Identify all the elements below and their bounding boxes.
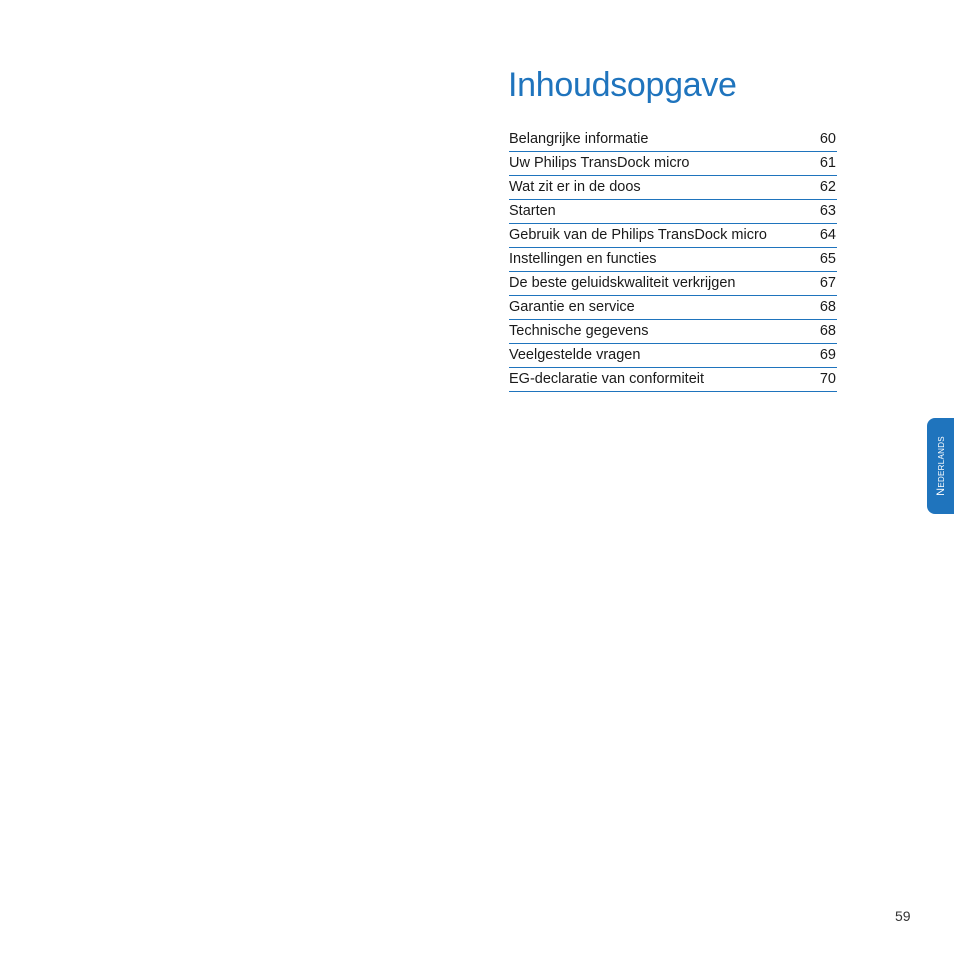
toc-entry-label: Instellingen en functies xyxy=(509,251,657,267)
toc-entry[interactable] xyxy=(509,176,837,200)
toc-entry[interactable] xyxy=(509,368,837,392)
toc-entry-page: 63 xyxy=(819,203,836,219)
toc-entry[interactable] xyxy=(509,296,837,320)
toc-entry-page: 65 xyxy=(819,251,836,267)
toc-entry-page: 62 xyxy=(819,179,836,195)
toc-entry-page: 60 xyxy=(819,131,836,147)
toc-entry[interactable] xyxy=(509,224,837,248)
toc-entry[interactable] xyxy=(509,344,837,368)
toc-entry-label: De beste geluidskwaliteit verkrijgen xyxy=(509,275,736,291)
toc-entry-page: 68 xyxy=(819,299,836,315)
language-tab xyxy=(927,418,954,514)
toc-entry[interactable] xyxy=(509,248,837,272)
toc-entry[interactable] xyxy=(509,152,837,176)
toc-entry-label: Garantie en service xyxy=(509,299,635,315)
toc-entry-page: 61 xyxy=(819,155,836,171)
toc-entry[interactable] xyxy=(509,200,837,224)
toc-entry-page: 70 xyxy=(819,371,836,387)
table-of-contents xyxy=(509,128,837,392)
toc-entry-label: Starten xyxy=(509,203,556,219)
page-number: 59 xyxy=(895,908,911,924)
toc-entry[interactable] xyxy=(509,128,837,152)
toc-entry-label: Veelgestelde vragen xyxy=(509,347,641,363)
toc-entry-label: Belangrijke informatie xyxy=(509,131,649,147)
toc-entry-label: EG-declaratie van conformiteit xyxy=(509,371,705,387)
toc-entry-page: 64 xyxy=(819,227,836,243)
toc-entry[interactable] xyxy=(509,272,837,296)
toc-entry-page: 68 xyxy=(819,323,836,339)
toc-entry-page: 69 xyxy=(819,347,836,363)
toc-entry-label: Uw Philips TransDock micro xyxy=(509,155,690,171)
toc-entry-label: Gebruik van de Philips TransDock micro xyxy=(509,227,767,243)
toc-entry[interactable] xyxy=(509,320,837,344)
toc-entry-page: 67 xyxy=(819,275,836,291)
language-tab-label: Nederlands xyxy=(934,436,947,496)
toc-entry-label: Wat zit er in de doos xyxy=(509,179,641,195)
page-title: Inhoudsopgave xyxy=(508,66,737,104)
toc-entry-label: Technische gegevens xyxy=(509,323,649,339)
